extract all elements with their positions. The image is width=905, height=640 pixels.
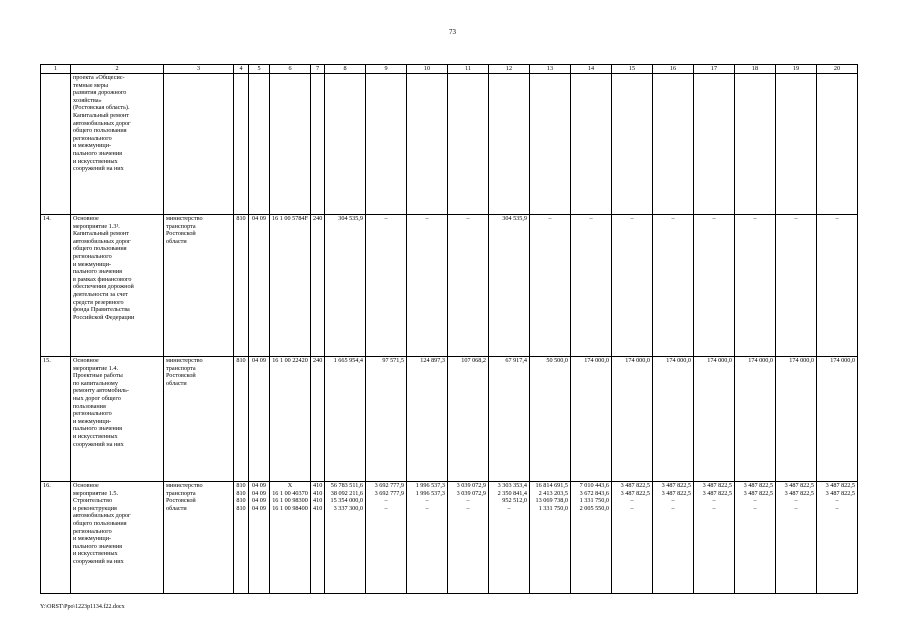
year-amount: 174 000,0 [571,357,612,482]
code-rzpr: 04 09 [249,357,270,482]
code-csr: 16 1 00 22420 [270,357,311,482]
year-amount: 1 331 750,0 [579,497,609,505]
year-amount: 3 487 822,5 [784,489,814,497]
year-amount: 304 535,9 [489,215,530,357]
year-amount-cell [694,482,735,594]
code-vr: 410 [313,489,323,497]
year-amount: – [366,215,407,357]
code-grbs-cell [234,482,249,594]
year-amount: 67 917,4 [489,357,530,482]
year-amount: 3 039 072,9 [456,482,486,489]
year-amount: – [571,215,612,357]
year-amount: – [671,504,675,512]
code-vr: 410 [313,504,323,512]
year-amount: 3 487 822,5 [702,489,732,497]
code-rzpr: 04 09 [252,489,266,497]
code-rzpr: 04 09 [252,497,266,505]
year-amount: 2 350 841,4 [497,489,527,497]
column-header: 8 [325,65,366,74]
year-amount-cell [448,482,489,594]
total-amount: 15 354 000,0 [330,497,363,505]
year-amount: 3 692 777,9 [374,482,404,489]
executor: министерство транспорта Ростовской области [164,482,234,594]
code-vr: 240 [311,215,325,357]
code-grbs: 810 [236,489,246,497]
executor: министерство транспорта Ростовской области [164,215,234,357]
year-amount: 174 000,0 [694,357,735,482]
table-row-16 [41,482,858,594]
executor: министерство транспорта Ростовской области [164,357,234,482]
column-header: 3 [164,65,234,74]
total-amount: 38 092 211,6 [330,489,363,497]
page-number: 73 [449,28,456,36]
year-amount: 13 069 738,0 [535,497,568,505]
code-vr-cell [311,482,325,594]
year-amount: – [835,504,839,512]
column-header: 16 [653,65,694,74]
total-amount: 1 665 954,4 [325,357,366,482]
code-grbs: 810 [234,357,249,482]
year-amount: 3 487 822,5 [825,482,855,489]
column-header: 4 [234,65,249,74]
table-row-15 [41,357,858,482]
year-amount: 3 487 822,5 [743,482,773,489]
code-csr: X [287,482,293,489]
code-grbs: 810 [236,482,246,489]
total-amount: 304 535,9 [325,215,366,357]
year-amount: – [694,215,735,357]
year-amount: – [530,215,571,357]
year-amount-cell [366,482,407,594]
row-number: 15. [41,357,71,482]
year-amount: 3 039 072,9 [456,489,486,497]
year-amount: 174 000,0 [776,357,817,482]
column-header: 19 [776,65,817,74]
column-header: 18 [735,65,776,74]
year-amount: 3 487 822,5 [743,489,773,497]
year-amount-cell [530,482,571,594]
year-amount: – [753,504,757,512]
measure-name: проекта «Общесис- темные меры развития дорожного хозяйства» (Ростовская область). Капитальный ремонт автомобильных дорог общего пользования регионального и межмуници- пального значения и искусственных сооружений на них [71,74,164,215]
column-header: 6 [270,65,311,74]
year-amount: – [407,215,448,357]
year-amount: – [425,504,429,512]
year-amount: 3 487 822,5 [825,489,855,497]
column-header: 7 [311,65,325,74]
year-amount: – [466,497,470,505]
column-header: 10 [407,65,448,74]
code-vr: 410 [313,482,323,489]
year-amount: – [630,497,634,505]
year-amount: 1 331 750,0 [538,504,568,512]
code-csr: 16 1 00 5784F [270,215,311,357]
total-amount-cell [325,482,366,594]
total-amount: 56 783 511,6 [330,482,363,489]
code-rzpr: 04 09 [252,504,266,512]
year-amount: 1 996 537,3 [415,489,445,497]
column-header: 17 [694,65,735,74]
column-header: 14 [571,65,612,74]
code-rzpr: 04 09 [252,482,266,489]
table-row-continuation [41,74,858,215]
year-amount: – [712,497,716,505]
code-csr: 16 1 00 40370 [272,489,308,497]
year-amount: – [384,504,388,512]
year-amount: – [653,215,694,357]
year-amount-cell [612,482,653,594]
row-number: 16. [41,482,71,594]
column-header: 12 [489,65,530,74]
year-amount: – [448,215,489,357]
year-amount: 3 487 822,5 [620,482,650,489]
year-amount: – [794,504,798,512]
column-header: 1 [41,65,71,74]
measure-name: Основное мероприятие 1.4. Проектные работы по капитальному ремонту автомобиль- ных дорог общего пользования регионального и межмуници- пального значения и искусственных сооружений на них [71,357,164,482]
year-amount: 952 512,0 [502,497,527,505]
year-amount: – [612,215,653,357]
year-amount-cell [776,482,817,594]
year-amount: 3 487 822,5 [620,489,650,497]
year-amount: 16 814 691,5 [535,482,568,489]
code-vr: 240 [311,357,325,482]
year-amount: 174 000,0 [612,357,653,482]
total-amount: 3 337 300,0 [333,504,363,512]
year-amount: – [671,497,675,505]
code-csr: 16 1 00 98300 [272,497,308,505]
year-amount: 3 692 777,9 [374,489,404,497]
year-amount: 124 897,3 [407,357,448,482]
year-amount: 3 487 822,5 [661,489,691,497]
column-header: 5 [249,65,270,74]
column-header: 13 [530,65,571,74]
year-amount: 3 672 843,6 [579,489,609,497]
year-amount: – [384,497,388,505]
year-amount: 174 000,0 [653,357,694,482]
code-csr: 16 1 00 98400 [272,504,308,512]
code-csr-cell [270,482,311,594]
program-table [40,64,858,594]
column-header: 9 [366,65,407,74]
year-amount-cell [407,482,448,594]
year-amount: – [835,497,839,505]
year-amount: 3 303 353,4 [497,482,527,489]
year-amount: – [776,215,817,357]
year-amount: 97 571,5 [366,357,407,482]
year-amount-cell [735,482,776,594]
measure-name: Основное мероприятие 1.3¹. Капитальный ремонт автомобильных дорог общего пользования регионального и межмуници- пального значения в рамках финансового обеспечения дорожной деятельности за счет средств резервного фонда Правительства Российской Федерации [71,215,164,357]
year-amount: 1 996 537,3 [415,482,445,489]
file-path-footer: Y:\ORST\Ppo\1223p1134.f22.docx [40,604,125,610]
code-rzpr: 04 09 [249,215,270,357]
year-amount: – [712,504,716,512]
year-amount: – [466,504,470,512]
year-amount-cell [817,482,858,594]
column-header: 15 [612,65,653,74]
code-grbs: 810 [234,215,249,357]
column-header: 20 [817,65,858,74]
table-row-14 [41,215,858,357]
code-grbs: 810 [236,504,246,512]
column-header: 11 [448,65,489,74]
year-amount: – [817,215,858,357]
year-amount: 174 000,0 [735,357,776,482]
year-amount: – [630,504,634,512]
year-amount: – [735,215,776,357]
code-rzpr-cell [249,482,270,594]
measure-name: Основное мероприятие 1.5. Строительство и реконструкция автомобильных дорог общего пользования регионального и межмуници- пального значения и искусственных сооружений на них [71,482,164,594]
year-amount: 2 005 550,0 [579,504,609,512]
year-amount: 3 487 822,5 [661,482,691,489]
year-amount: 50 500,0 [530,357,571,482]
year-amount: – [753,497,757,505]
code-grbs: 810 [236,497,246,505]
code-vr: 410 [313,497,323,505]
header-row [41,65,858,74]
year-amount-cell [653,482,694,594]
year-amount: – [507,504,511,512]
year-amount: 7 010 443,6 [579,482,609,489]
year-amount: 2 413 203,5 [538,489,568,497]
year-amount-cell [571,482,612,594]
year-amount: – [425,497,429,505]
year-amount: 107 068,2 [448,357,489,482]
year-amount: 3 487 822,5 [702,482,732,489]
year-amount: – [794,497,798,505]
year-amount: 174 000,0 [817,357,858,482]
year-amount: 3 487 822,5 [784,482,814,489]
row-number: 14. [41,215,71,357]
year-amount-cell [489,482,530,594]
column-header: 2 [71,65,164,74]
